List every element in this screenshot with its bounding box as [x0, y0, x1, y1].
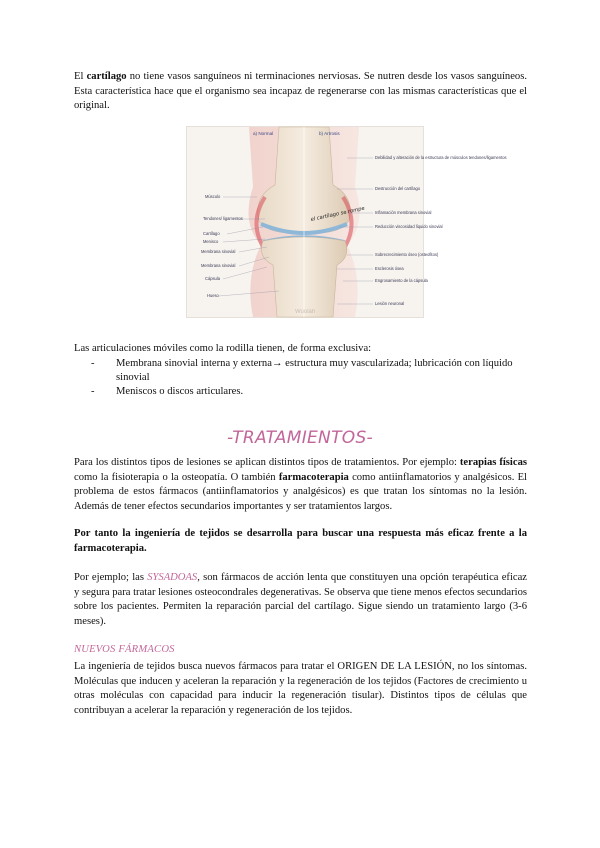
svg-text:Destrucción del cartílago: Destrucción del cartílago: [375, 186, 421, 191]
svg-text:Músculo: Músculo: [205, 194, 221, 199]
joints-intro: Las articulaciones móviles como la rodilla tienen, de forma exclusiva:: [74, 343, 372, 354]
svg-text:Lesión neuronal: Lesión neuronal: [375, 301, 405, 306]
knee-joint-figure: [186, 126, 507, 318]
intro-text: no tiene vasos sanguíneos ni terminaciones nerviosas. Se nutren desde los vasos sanguíneos. Esta característica hace que el organismo sea incapaz de regenerarse con las mismas características que el original.: [74, 71, 528, 112]
svg-text:Inflamación membrana sinovial: Inflamación membrana sinovial: [375, 210, 432, 215]
tissue-engineering-statement: Por tanto la ingeniería de tejidos se desarrolla para buscar una respuesta más eficaz frente a la farmacoterapia.: [74, 528, 527, 554]
svg-text:Debilidad y alteración de la e: Debilidad y alteración de la estructura de músculos tendones/ligamentos: [375, 155, 507, 160]
intro-paragraph: [74, 70, 527, 114]
svg-text:Esclerosis ósea: Esclerosis ósea: [375, 266, 404, 271]
svg-text:Membrana sinovial: Membrana sinovial: [201, 263, 236, 268]
section-title: -TRATAMIENTOS-: [227, 428, 373, 448]
bold-term-physical-therapy: terapias físicas: [459, 457, 527, 468]
svg-text:Hueso: Hueso: [207, 293, 219, 298]
bold-term-pharmacotherapy: farmacoterapia: [278, 471, 349, 483]
treatments-paragraph: Para los distintos tipos de lesiones se aplican distintos tipos de tratamientos. Por ejemplo: terapias físicas como la fisioterapia o la osteopatía. O también farmacoterapia como antiinflamatorios y analgésicos. El problema de estos fármacos (antiinflamatorios y analgésicos) es que tratan los síntomas no la lesión. Además de tener efectos secundarios importantes y ser tratamientos largos.: [74, 457, 527, 512]
svg-text:Membrana sinovial: Membrana sinovial: [201, 249, 236, 254]
knee-joint-illustration: [187, 127, 507, 317]
svg-text:Engrosamiento de la cápsula: Engrosamiento de la cápsula: [375, 278, 428, 283]
intro-word: El: [74, 71, 84, 82]
list-item: - Meniscos o discos articulares.: [91, 386, 244, 398]
right-labels: [375, 155, 507, 306]
left-labels: [201, 194, 243, 298]
sysadoas-term: SYSADOAS: [147, 572, 198, 583]
new-drugs-subtitle: NUEVOS FÁRMACOS: [74, 644, 175, 655]
svg-text:Menisco: Menisco: [203, 239, 219, 244]
svg-text:a) Normal: a) Normal: [253, 131, 274, 136]
svg-text:Wuolah: Wuolah: [295, 309, 316, 315]
svg-text:el cartílago se rompe: el cartílago se rompe: [310, 205, 366, 223]
sysadoas-paragraph: Por ejemplo; las SYSADOAS, son fármacos de acción lenta que constituyen una opción terapéutica eficaz y segura para tratar lesiones osteocondrales degenerativas. Se observa que tiene menos efectos secundarios sobre los pacientes. Permiten la reparación parcial del cartílago. Sigue siendo un tratamiento largo (3-6 meses).: [74, 572, 528, 627]
svg-text:Sobrecrecimiento óseo (osteofi: Sobrecrecimiento óseo (osteofitos): [375, 252, 439, 257]
intro-bold-term: cartílago: [86, 71, 127, 82]
svg-text:Tendones/ ligamentos: Tendones/ ligamentos: [203, 216, 243, 221]
svg-text:Cápsula: Cápsula: [205, 276, 221, 281]
svg-text:b) Artrosis: b) Artrosis: [319, 131, 340, 136]
new-drugs-paragraph: La ingeniería de tejidos busca nuevos fármacos para tratar el ORIGEN DE LA LESIÓN, no los síntomas. Moléculas que inducen y aceleran la reparación y la regeneración de los tejidos (Factores de crecimiento u otras moléculas con capacidad para inducir la regeneración tisular). Distintos tipos de células que contribuyan a acelerar la reparación y regeneración de los tejidos.: [74, 661, 527, 716]
joints-list: [74, 357, 527, 400]
joints-section: [74, 342, 527, 400]
svg-text:Reducción viscosidad líquido s: Reducción viscosidad líquido sinovial: [375, 224, 443, 229]
svg-text:Cartílago: Cartílago: [203, 231, 220, 236]
list-item: - Membrana sinovial interna y externa→ estructura muy vascularizada; lubricación con líquido sinovial: [91, 357, 513, 383]
